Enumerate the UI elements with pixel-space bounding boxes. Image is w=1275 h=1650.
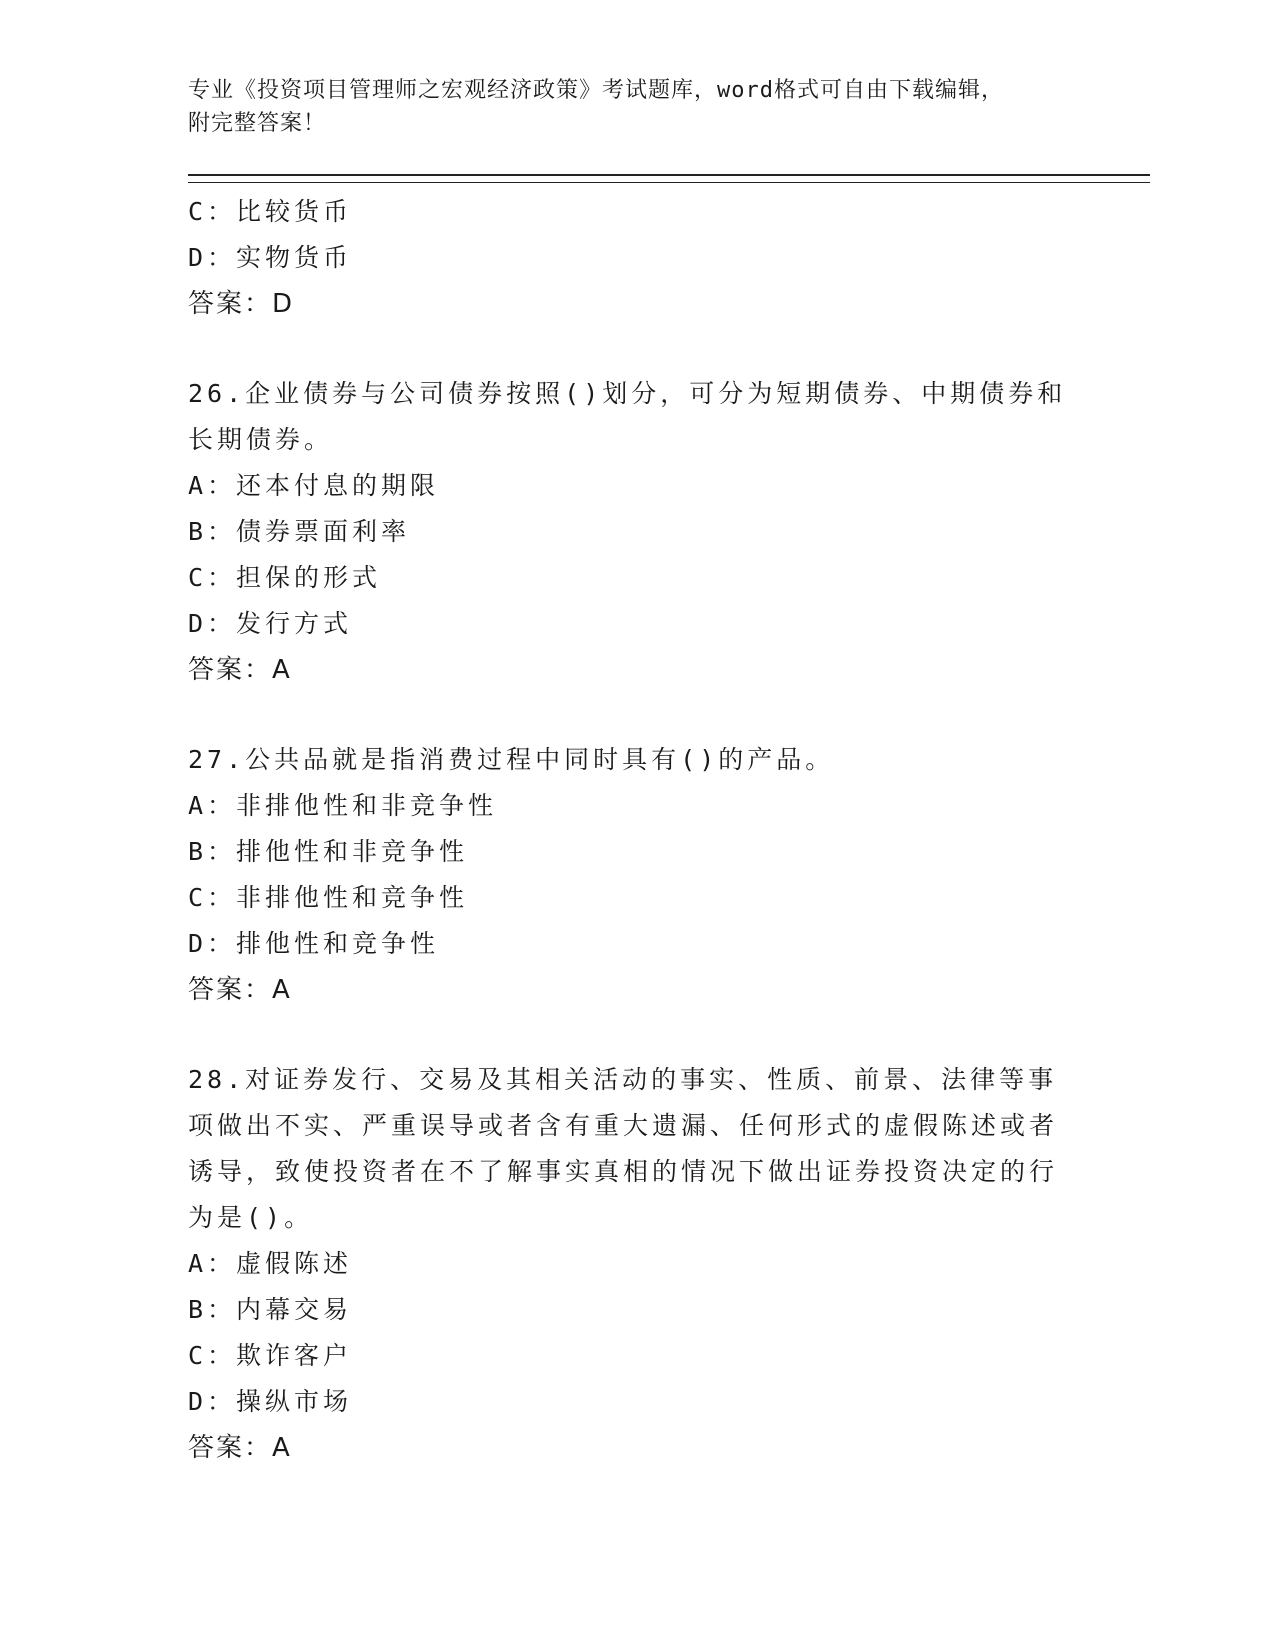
- answer-line: 答案：D: [188, 289, 295, 319]
- header-divider: [188, 174, 1150, 183]
- document-page: [188, 0, 1148, 1471]
- option-d: D：排他性和竞争性: [188, 929, 440, 958]
- answer-line: 答案：A: [188, 655, 292, 685]
- header-line-1: 专业《投资项目管理师之宏观经济政策》考试题库，word格式可自由下载编辑，: [188, 78, 1004, 103]
- option-c: C：担保的形式: [188, 563, 382, 592]
- question-list: [188, 189, 1148, 1471]
- question-stem: 26.企业债券与公司债券按照()划分，可分为短期债券、中期债券和长期债券。: [188, 379, 1067, 454]
- question-28: [188, 1057, 1148, 1471]
- option-c: C：比较货币: [188, 197, 353, 226]
- question-27: [188, 737, 1148, 1013]
- page-header: [188, 74, 1088, 140]
- option-c: C：欺诈客户: [188, 1341, 353, 1370]
- option-d: D：操纵市场: [188, 1387, 353, 1416]
- question-stem: 28.对证券发行、交易及其相关活动的事实、性质、前景、法律等事项做出不实、严重误导或者含有重大遗漏、任何形式的虚假陈述或者诱导，致使投资者在不了解事实真相的情况下做出证券投资决定的行为是()。: [188, 1065, 1059, 1232]
- header-line-2: 附完整答案！: [188, 111, 327, 136]
- option-b: B：排他性和非竞争性: [188, 837, 469, 866]
- option-c: C：非排他性和竞争性: [188, 883, 469, 912]
- question-stem: 27.公共品就是指消费过程中同时具有()的产品。: [188, 745, 835, 774]
- option-d: D：发行方式: [188, 609, 353, 638]
- option-a: A：虚假陈述: [188, 1249, 353, 1278]
- option-d: D：实物货币: [188, 243, 353, 272]
- option-a: A：非排他性和非竞争性: [188, 791, 498, 820]
- answer-line: 答案：A: [188, 975, 292, 1005]
- question-26: [188, 371, 1148, 693]
- option-b: B：内幕交易: [188, 1295, 353, 1324]
- answer-line: 答案：A: [188, 1433, 292, 1463]
- carryover-question: [188, 189, 1148, 327]
- option-b: B：债券票面利率: [188, 517, 411, 546]
- option-a: A：还本付息的期限: [188, 471, 440, 500]
